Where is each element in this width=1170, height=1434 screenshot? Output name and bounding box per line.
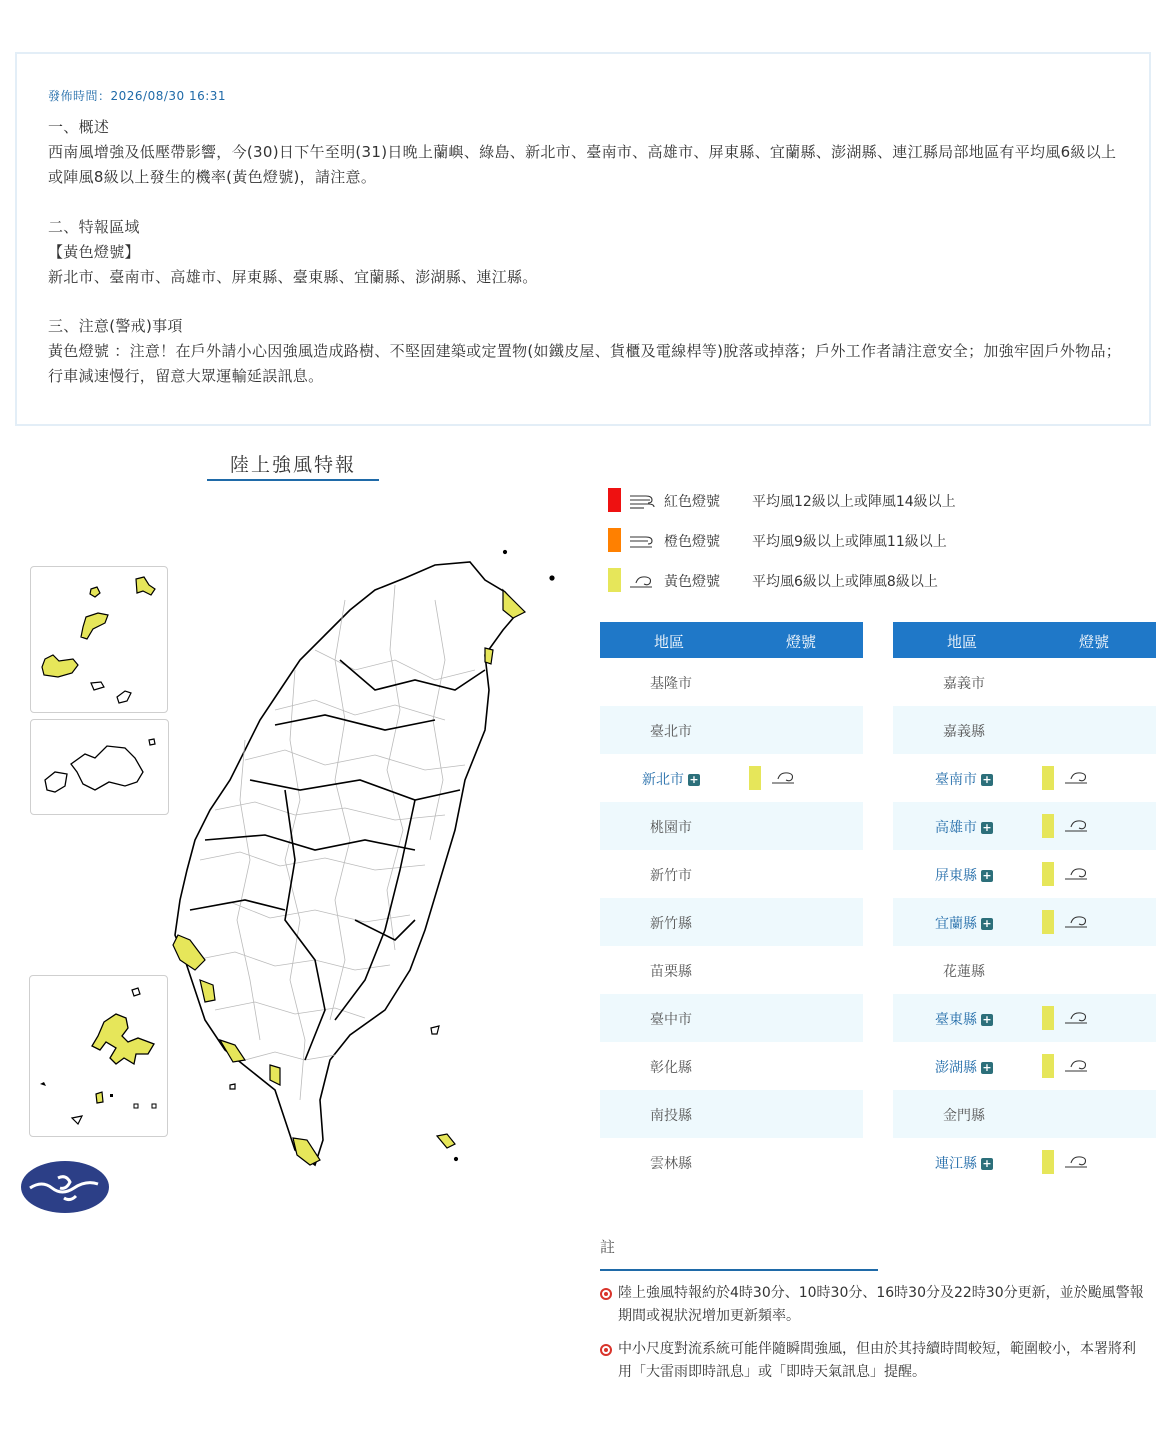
- table-row: [600, 898, 863, 946]
- table-row[interactable]: [893, 994, 1156, 1042]
- strong-wind-icon: [628, 492, 656, 510]
- table-row: [600, 802, 863, 850]
- col-signal: 燈號: [786, 633, 817, 651]
- table-row[interactable]: [893, 802, 1156, 850]
- area-name-text: 嘉義縣: [943, 724, 985, 740]
- area-name-text[interactable]: 屏東縣: [935, 868, 977, 884]
- caution-title: 三、注意(警戒)事項: [48, 317, 183, 335]
- legend-red-swatch: [608, 488, 621, 512]
- light-wind-icon: [1063, 912, 1091, 930]
- area-name-text[interactable]: 高雄市: [935, 820, 977, 836]
- area-name-text: 臺北市: [650, 724, 692, 740]
- area-name: [650, 817, 692, 837]
- area-table-right: [893, 622, 1156, 1186]
- yellow-signal-swatch: [1042, 862, 1054, 886]
- table-row: [893, 706, 1156, 754]
- table-row[interactable]: [893, 1042, 1156, 1090]
- col-area: 地區: [947, 633, 978, 651]
- table-row: [600, 658, 863, 706]
- table-row[interactable]: [893, 1138, 1156, 1186]
- area-name: [650, 673, 692, 693]
- yellow-signal-swatch: [1042, 814, 1054, 838]
- light-wind-icon: [1063, 1152, 1091, 1170]
- light-wind-icon: [1063, 768, 1091, 786]
- area-name-text: 臺中市: [650, 1012, 692, 1028]
- legend-orange-name: 橙色燈號: [664, 534, 720, 550]
- note-text: 中小尺度對流系統可能伴隨瞬間強風，但由於其持續時間較短，範圍較小，本署將利用「大雷雨即時訊息」或「即時天氣訊息」提醒。: [618, 1341, 1136, 1380]
- area-name: [650, 961, 692, 981]
- area-name-text: 基隆市: [650, 676, 692, 692]
- area-name-text[interactable]: 連江縣: [935, 1156, 977, 1172]
- table-row[interactable]: [893, 898, 1156, 946]
- light-wind-icon: [1063, 816, 1091, 834]
- legend-yellow-desc: 平均風6級以上或陣風8級以上: [752, 574, 938, 590]
- caution-body: 黃色燈號 ：注意！在戶外請小心因強風造成路樹、不堅固建築或定置物(如鐵皮屋、貨櫃及電線桿等)脫落或掉落；戶外工作者請注意安全；加強牢固戶外物品；行車減速慢行，留意大眾運輸延誤訊息。: [48, 342, 1122, 385]
- area-name[interactable]: [935, 913, 993, 933]
- area-name-text: 新竹縣: [650, 916, 692, 932]
- table-header: [893, 622, 1156, 658]
- light-wind-icon: [1063, 1056, 1091, 1074]
- area-name-text: 嘉義市: [943, 676, 985, 692]
- light-wind-icon: [1063, 1008, 1091, 1026]
- area-name-text[interactable]: 宜蘭縣: [935, 916, 977, 932]
- area-name-text: 南投縣: [650, 1108, 692, 1124]
- area-table-left: [600, 622, 863, 1186]
- note-item: [600, 1338, 1148, 1384]
- table-row: [893, 658, 1156, 706]
- bulletin-box: [15, 52, 1151, 426]
- table-row[interactable]: [893, 850, 1156, 898]
- note-text: 陸上強風特報約於4時30分、10時30分、16時30分及22時30分更新，並於颱風警報期間或視狀況增加更新頻率。: [618, 1285, 1144, 1324]
- area-subtitle: 【黃色燈號】: [48, 243, 140, 261]
- expand-plus-icon[interactable]: +: [982, 773, 992, 786]
- area-name: [650, 721, 692, 741]
- area-name[interactable]: [935, 865, 993, 885]
- overview-section: [48, 115, 1128, 190]
- yellow-signal-swatch: [1042, 1054, 1054, 1078]
- col-signal: 燈號: [1079, 633, 1110, 651]
- area-name-text[interactable]: 臺東縣: [935, 1012, 977, 1028]
- bullet-icon: [600, 1288, 612, 1300]
- area-name-text: 花蓮縣: [943, 964, 985, 980]
- light-wind-icon: [1063, 864, 1091, 882]
- yellow-signal-swatch: [1042, 1150, 1054, 1174]
- area-name[interactable]: [935, 769, 993, 789]
- area-name-text[interactable]: 臺南市: [935, 772, 977, 788]
- yellow-signal-swatch: [1042, 766, 1054, 790]
- area-name: [943, 961, 985, 981]
- publish-time: 發佈時間：2026/08/30 16:31: [48, 89, 227, 103]
- table-row: [600, 1042, 863, 1090]
- yellow-signal-swatch: [1042, 910, 1054, 934]
- area-name: [650, 1057, 692, 1077]
- area-name-text: 彰化縣: [650, 1060, 692, 1076]
- table-row: [600, 994, 863, 1042]
- legend-yellow-swatch: [608, 568, 621, 592]
- area-name-text: 苗栗縣: [650, 964, 692, 980]
- area-name-text[interactable]: 新北市: [642, 772, 684, 788]
- medium-wind-icon: [628, 532, 656, 550]
- expand-plus-icon[interactable]: +: [982, 821, 992, 834]
- area-title: 二、特報區域: [48, 218, 140, 236]
- area-body: 新北市、臺南市、高雄市、屏東縣、臺東縣、宜蘭縣、澎湖縣、連江縣。: [48, 268, 538, 286]
- note-item: [600, 1282, 1148, 1328]
- area-name-text[interactable]: 澎湖縣: [935, 1060, 977, 1076]
- table-row[interactable]: [893, 754, 1156, 802]
- table-header: [600, 622, 863, 658]
- table-row: [600, 946, 863, 994]
- yellow-signal-swatch: [749, 766, 761, 790]
- expand-plus-icon[interactable]: +: [982, 1013, 992, 1026]
- expand-plus-icon[interactable]: +: [982, 917, 992, 930]
- area-name-text: 桃園市: [650, 820, 692, 836]
- yellow-signal-swatch: [1042, 1006, 1054, 1030]
- bullet-icon: [600, 1344, 612, 1356]
- legend-red-desc: 平均風12級以上或陣風14級以上: [752, 494, 956, 510]
- legend-orange-swatch: [608, 528, 621, 552]
- area-name-text: 金門縣: [943, 1108, 985, 1124]
- area-name[interactable]: [935, 1009, 993, 1029]
- area-name-text: 新竹市: [650, 868, 692, 884]
- overview-title: 一、概述: [48, 118, 110, 136]
- map-title: 陸上強風特報: [207, 450, 379, 481]
- area-name: [650, 865, 692, 885]
- area-name[interactable]: [935, 817, 993, 837]
- area-name: [650, 1105, 692, 1125]
- area-name: [650, 1153, 692, 1173]
- expand-plus-icon[interactable]: +: [689, 773, 699, 786]
- area-name[interactable]: [935, 1153, 993, 1173]
- area-name-text: 雲林縣: [650, 1156, 692, 1172]
- notes-title: 註: [600, 1236, 878, 1271]
- legend-red-name: 紅色燈號: [664, 494, 720, 510]
- light-wind-icon: [770, 768, 798, 786]
- caution-section: [48, 314, 1128, 389]
- cwa-logo-icon: [20, 1160, 110, 1214]
- overview-body: 西南風增強及低壓帶影響，今(30)日下午至明(31)日晚上蘭嶼、綠島、新北市、臺南市、高雄市、屏東縣、宜蘭縣、澎湖縣、連江縣局部地區有平均風6級以上或陣風8級以上發生的機率(黃色燈號)，請注意。: [48, 143, 1117, 186]
- table-row: [893, 946, 1156, 994]
- area-name: [943, 721, 985, 741]
- table-row: [600, 850, 863, 898]
- expand-plus-icon[interactable]: +: [982, 1157, 992, 1170]
- taiwan-map[interactable]: [15, 540, 575, 1180]
- table-row: [600, 706, 863, 754]
- expand-plus-icon[interactable]: +: [982, 1061, 992, 1074]
- table-row: [600, 1138, 863, 1186]
- area-name[interactable]: [935, 1057, 993, 1077]
- table-row: [893, 1090, 1156, 1138]
- area-name: [943, 673, 985, 693]
- area-section: [48, 215, 1128, 290]
- legend-orange-desc: 平均風9級以上或陣風11級以上: [752, 534, 947, 550]
- table-row: [600, 1090, 863, 1138]
- expand-plus-icon[interactable]: +: [982, 869, 992, 882]
- col-area: 地區: [654, 633, 685, 651]
- area-name: [943, 1105, 985, 1125]
- area-name: [650, 913, 692, 933]
- area-name[interactable]: [642, 769, 700, 789]
- table-row[interactable]: [600, 754, 863, 802]
- legend-yellow-name: 黃色燈號: [664, 574, 720, 590]
- light-wind-icon: [628, 572, 656, 590]
- area-name: [650, 1009, 692, 1029]
